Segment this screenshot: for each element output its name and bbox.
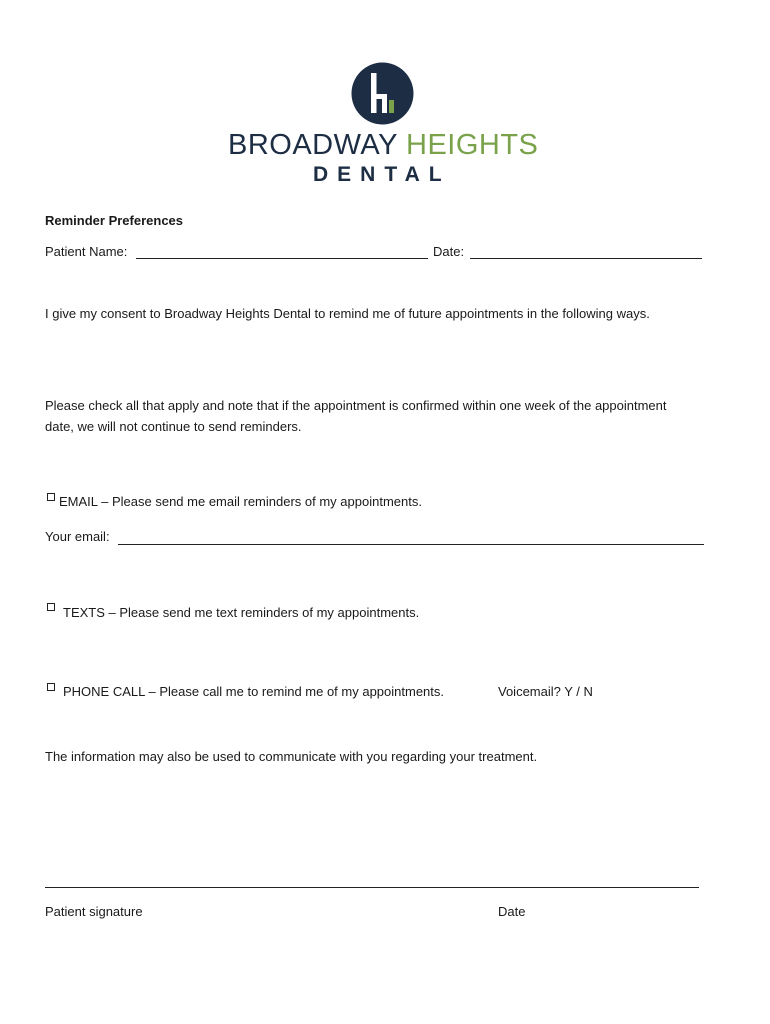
logo-name-part1: BROADWAY (228, 129, 398, 161)
phone-option-label: PHONE CALL – Please call me to remind me of my appointments. (63, 684, 445, 699)
signature-date-label: Date (498, 904, 526, 919)
signature-label: Patient signature (45, 904, 143, 919)
form-title: Reminder Preferences (45, 213, 184, 228)
phone-checkbox[interactable] (47, 683, 55, 691)
email-field[interactable] (118, 544, 704, 545)
voicemail-label: Voicemail? Y / N (498, 684, 593, 699)
texts-checkbox[interactable] (47, 603, 55, 611)
logo-subtitle: DENTAL (313, 163, 451, 186)
date-field[interactable] (470, 258, 702, 259)
logo-name-part2: HEIGHTS (406, 129, 539, 161)
logo-icon (351, 62, 414, 125)
logo-wordmark (228, 129, 538, 162)
consent-text: I give my consent to Broadway Heights Dental to remind me of future appointments in the following ways. (45, 306, 650, 321)
patient-name-label: Patient Name: (45, 244, 128, 259)
date-label: Date: (433, 244, 465, 259)
signature-field[interactable] (45, 887, 699, 888)
instructions-line-2: date, we will not continue to send reminders. (45, 419, 302, 434)
info-text: The information may also be used to communicate with you regarding your treatment. (45, 749, 538, 764)
instructions-line-1: Please check all that apply and note that if the appointment is confirmed within one week of the appointment (45, 398, 667, 413)
patient-name-field[interactable] (136, 258, 428, 259)
your-email-label: Your email: (45, 529, 110, 544)
texts-option-label: TEXTS – Please send me text reminders of my appointments. (63, 605, 420, 620)
email-checkbox[interactable] (47, 493, 55, 501)
email-option-label: EMAIL – Please send me email reminders of my appointments. (59, 494, 422, 509)
